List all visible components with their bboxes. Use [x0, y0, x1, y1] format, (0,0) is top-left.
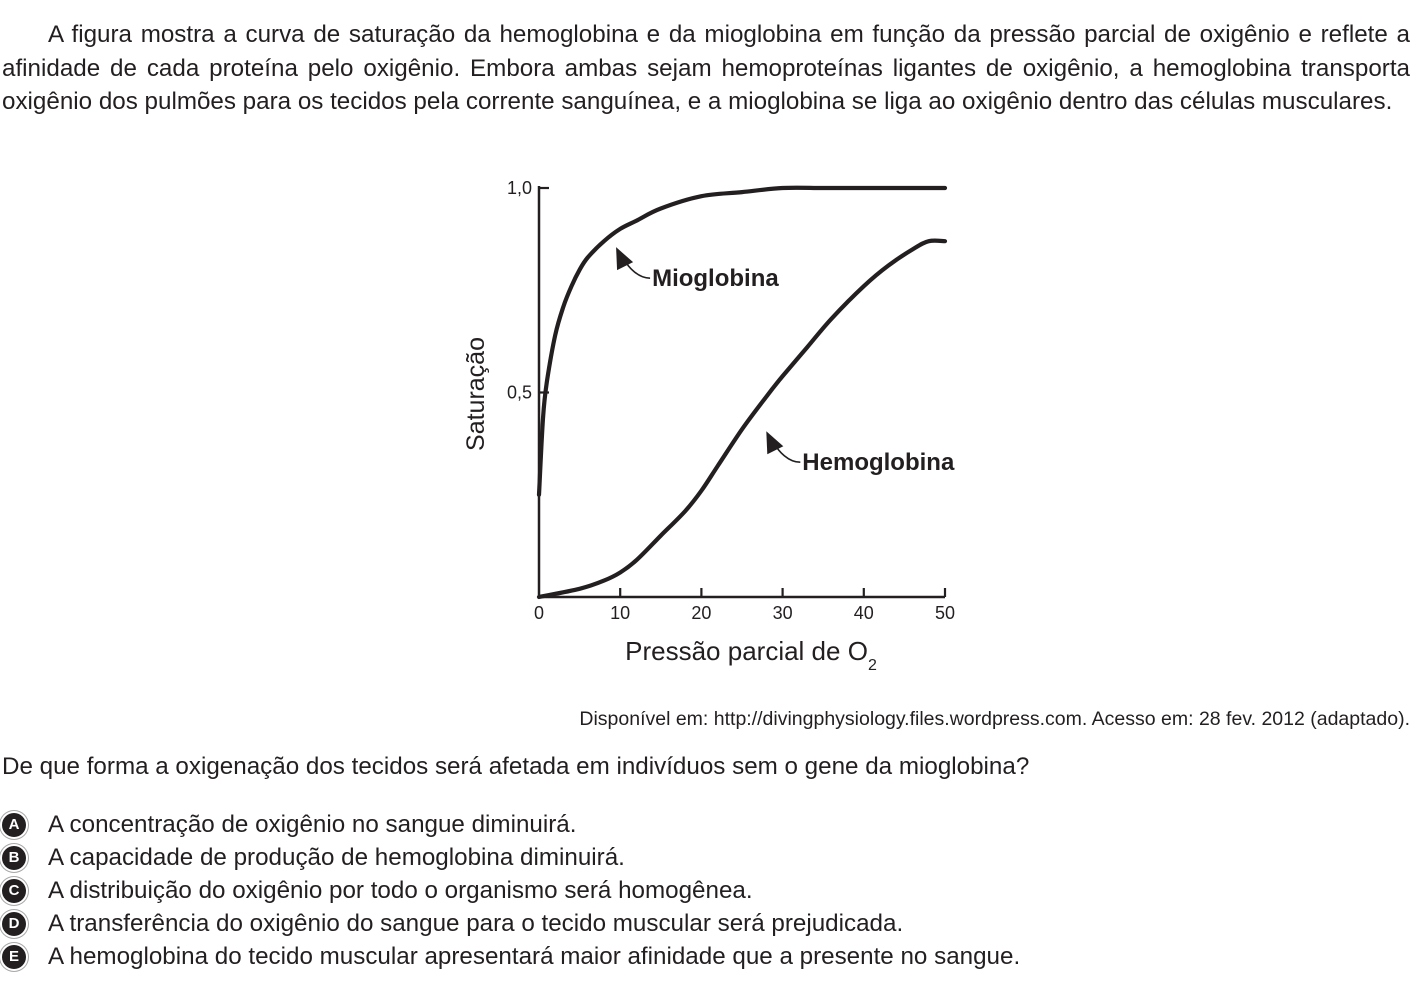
x-axis-label	[625, 636, 877, 674]
option-a-text: A concentração de oxigênio no sangue diminuirá.	[48, 810, 577, 838]
y-axis-label: Saturação	[462, 337, 490, 451]
x-tick-label-10: 10	[610, 603, 631, 623]
option-a[interactable]	[2, 808, 1020, 841]
option-d-text: A transferência do oxigênio do sangue para o tecido muscular será prejudicada.	[48, 909, 904, 937]
x-tick-label-30: 30	[772, 603, 793, 623]
y-tick-label-1,0: 1,0	[506, 178, 532, 198]
option-e[interactable]	[2, 940, 1020, 973]
option-e-text: A hemoglobina do tecido muscular apresentará maior afinidade que a presente no sangue.	[48, 942, 1021, 970]
option-c[interactable]	[2, 874, 1020, 907]
answer-options	[2, 808, 1020, 973]
saturation-chart	[440, 160, 1000, 680]
y-tick-label-0,5: 0,5	[506, 382, 532, 403]
x-tick-label-40: 40	[853, 603, 874, 623]
intro-paragraph: A figura mostra a curva de saturação da hemoglobina e da mioglobina em função da pressão parcial de oxigênio e reflete a afinidade de cada proteína pelo oxigênio. Embora ambas sejam hemoproteínas ligantes de oxigênio, a hemoglobina transporta oxigênio dos pulmões para os tecidos pela corrente sanguínea, e a mioglobina se liga ao oxigênio dentro das células musculares.	[2, 21, 1410, 115]
x-tick-label-0: 0	[533, 603, 545, 623]
option-e-letter-badge: E	[2, 945, 26, 969]
y-ticks	[507, 178, 549, 403]
option-b-letter-badge: B	[2, 846, 26, 870]
question-text: De que forma a oxigenação dos tecidos será afetada em indivíduos sem o gene da mioglobina?	[2, 753, 1030, 780]
option-b-text: A capacidade de produção de hemoglobina diminuirá.	[48, 843, 625, 871]
hemoglobina-annotation-label: Hemoglobina	[802, 449, 955, 477]
x-axis-label-subscript: 2	[867, 657, 877, 674]
annotation-layer	[616, 247, 955, 476]
option-a-letter-badge: A	[2, 813, 26, 837]
source-citation: Disponível em: http://divingphysiology.files.wordpress.com. Acesso em: 28 fev. 2012 (adaptado).	[579, 708, 1410, 730]
option-d-letter-badge: D	[2, 912, 26, 936]
x-axis-label-main: Pressão parcial de O	[625, 636, 868, 666]
series-line-hemoglobina	[539, 241, 945, 597]
x-ticks	[534, 588, 955, 623]
mioglobina-annotation-label: Mioglobina	[652, 265, 779, 293]
x-tick-label-50: 50	[934, 603, 956, 623]
mioglobina-arrowhead	[616, 247, 633, 270]
x-tick-label-20: 20	[691, 603, 712, 623]
option-d[interactable]	[2, 907, 1020, 940]
option-c-letter-badge: C	[2, 879, 26, 903]
series-layer	[539, 188, 945, 597]
hemoglobina-arrowhead	[766, 431, 783, 454]
option-c-text: A distribuição do oxigênio por todo o organismo será homogênea.	[48, 876, 753, 904]
option-b[interactable]	[2, 841, 1020, 874]
